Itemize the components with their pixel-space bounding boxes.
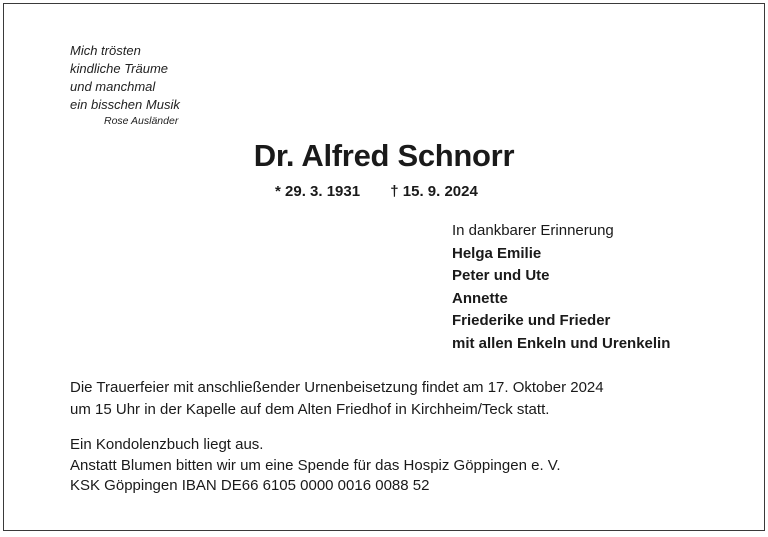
mourner-name: Annette (452, 289, 508, 307)
ceremony-line: Die Trauerfeier mit anschließender Urnenbeisetzung findet am 17. Oktober 2024 (70, 379, 604, 396)
mourners-block (452, 220, 670, 355)
poem-quote (70, 42, 180, 114)
donation-request: Anstatt Blumen bitten wir um eine Spende für das Hospiz Göppingen e. V. (70, 456, 561, 474)
poem-line: kindliche Träume (70, 61, 169, 76)
birth-date: * 29. 3. 1931 (275, 183, 361, 200)
notes-block (70, 435, 561, 497)
ceremony-info (70, 377, 604, 421)
life-dates (275, 183, 478, 200)
poem-line: Mich trösten (70, 43, 141, 58)
condolence-book-note: Ein Kondolenzbuch liegt aus. (70, 436, 264, 453)
deceased-name: Dr. Alfred Schnorr (253, 138, 515, 173)
poem-line: und manchmal (70, 79, 156, 94)
mourners-intro: In dankbarer Erinnerung (452, 222, 614, 239)
mourner-name: Friederike und Frieder (452, 312, 611, 329)
bank-details: KSK Göppingen IBAN DE66 6105 0000 0016 0088 52 (70, 477, 430, 494)
mourner-name: Peter und Ute (452, 267, 550, 284)
death-date: † 15. 9. 2024 (390, 183, 478, 200)
poem-author: Rose Ausländer (104, 115, 179, 127)
mourner-name: mit allen Enkeln und Urenkelin (452, 334, 671, 352)
poem-line: ein bisschen Musik (70, 97, 180, 112)
mourner-name: Helga Emilie (452, 244, 542, 262)
obituary-notice (3, 3, 765, 531)
ceremony-line: um 15 Uhr in der Kapelle auf dem Alten Friedhof in Kirchheim/Teck statt. (70, 401, 550, 418)
